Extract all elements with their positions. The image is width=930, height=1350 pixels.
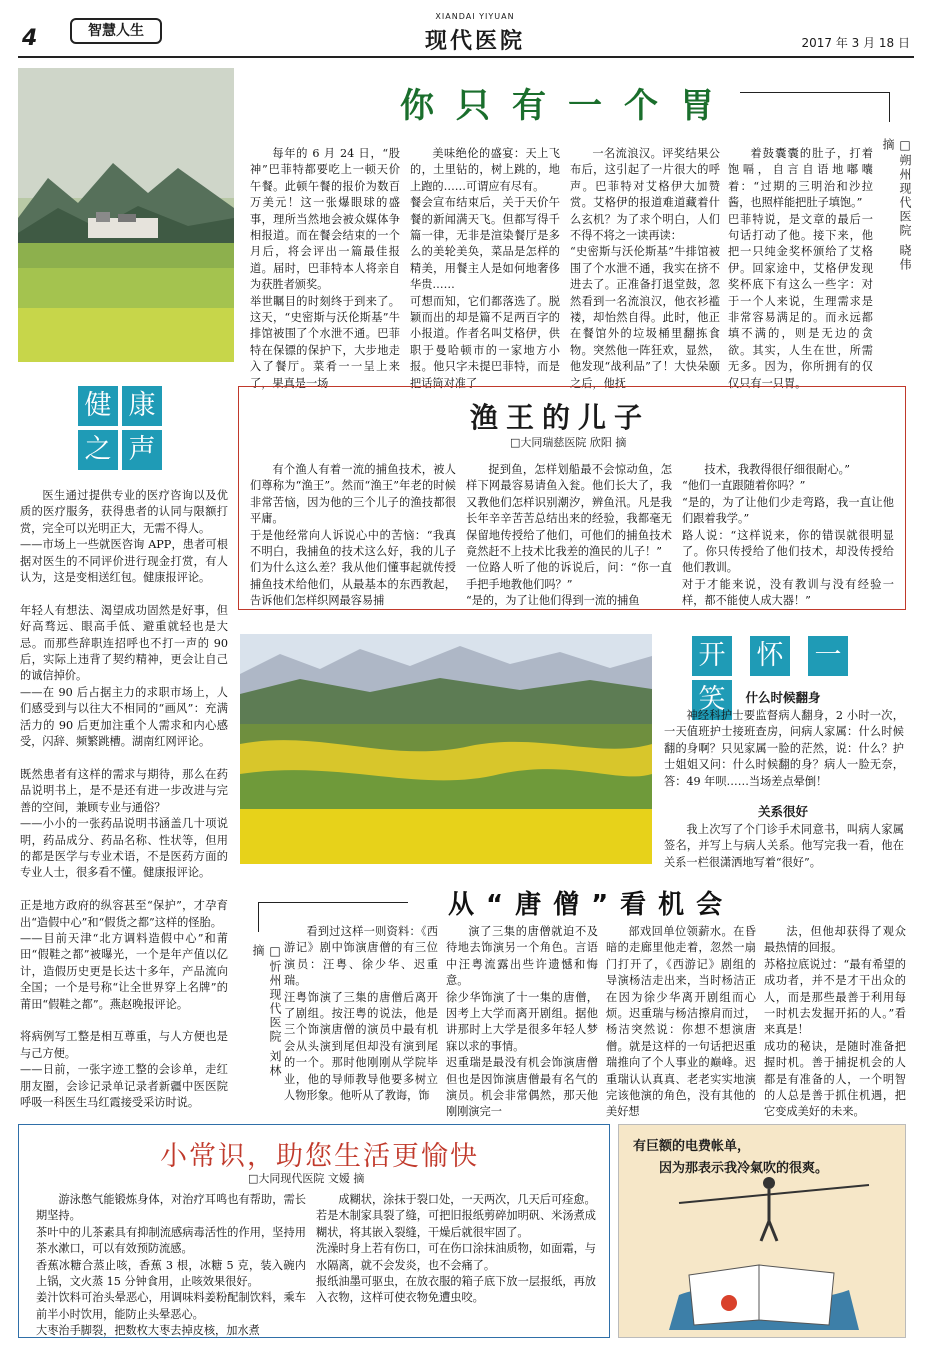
article4-title: 小常识，助您生活更愉快 — [160, 1141, 479, 1172]
jokes-char-2: 怀 — [750, 636, 790, 676]
jokes-char-1: 开 — [692, 636, 732, 676]
header-rule — [18, 56, 914, 58]
article3-title: 从“唐僧”看机会 — [448, 890, 735, 920]
article1-col-4: 着鼓囊囊的肚子，打着饱嗝，自言自语地嘟囔着：“过期的三明治和沙拉酱，也照样能把肚子填饱。” 巴菲特说，是文章的最后一句话打动了他。接下来，他把一只纯金奖杯颁给了艾格伊。回家途中，艾格伊发现奖杯底下有这么一些字：对于一个人来说，生理需求是非常容易满足的。而永远都填不满的，则是无边的贪欲。其实，人生在世，所需无多。因为，你所拥有的仅仅只有一只胃。 — [728, 147, 873, 390]
health-voice-char-4: 声 — [122, 430, 162, 470]
article1-title: 你只有一个胃 — [400, 86, 736, 126]
health-voice-char-2: 康 — [122, 386, 162, 426]
issue-date: 2017 年 3 月 18 日 — [801, 36, 910, 50]
article3-col-4: 法，但他却获得了观众最热情的回报。 苏格拉底说过：“最有希望的成功者，并不是才干出众的人，而是那些最善于利用每一时机去发掘开拓的人。”看来真是！ 成功的秘诀，是随时准备把握时机。善于捕捉机会的人都是有准备的人，一个明智的人总是善于抓住机遇，把它变成美好的未来。 — [764, 925, 906, 1119]
article1-col-2: 美味绝伦的盛宴：天上飞的，土里钻的，树上跳的，地上跑的……可谓应有尽有。 餐会宣布结束后，关于天价午餐的新闻满天飞。但都写得千篇一律，无非是渲染餐厅是多么的美轮美奂，菜品是怎样的精美，用餐主人是如何地奢侈华贵…… 可想而知，它们都落选了。脱颖而出的却是篇不足两百字的小报道。作者名叫艾格伊，供职于曼哈顿市的一家地方小报。他只字未提巴菲特，而是把话筒对准了 — [410, 147, 560, 390]
landscape-photo-middle — [240, 634, 652, 864]
article2-title: 渔王的儿子 — [470, 401, 651, 434]
article4-col-1: 游泳憋气能锻炼身体，对治疗耳鸣也有帮助，需长期坚持。 茶叶中的儿茶素具有抑制流感病毒活性的作用，坚持用茶水漱口，可以有效预防流感。 香蕉冰糖合蒸止咳，香蕉 3 根，冰糖 5 克，装入碗内上锅，文火蒸 15 分钟食用，止咳效果很好。 姜汁饮料可治头晕恶心，用调味料姜粉配制饮料，乘车前半小时饮用，能防止头晕恶心。 大枣治手脚裂，把数枚大枣去掉皮核，加水煮 — [36, 1193, 306, 1338]
masthead-title: 现代医院 — [424, 28, 525, 54]
cartoon-panel — [618, 1124, 906, 1338]
health-voice-char-1: 健 — [78, 386, 118, 426]
article4-col-2: 成糊状，涂抹于裂口处，一天两次，几天后可痊愈。 若是木制家具裂了缝，可把旧报纸剪碎加明矾、米汤煮成糊状，将其嵌入裂缝，干燥后就很牢固了。 洗澡时身上若有伤口，可在伤口涂抹油质物，如面霜，与水隔离，就不会发炎，也不会痛了。 报纸油墨可驱虫，在放衣服的箱子底下放一层报纸，再放入衣物，这样可使衣物免遭虫咬。 — [316, 1193, 596, 1305]
article2-col-1: 有个渔人有着一流的捕鱼技术，被人们尊称为“渔王”。然而“渔王”年老的时候非常苦恼，因为他的三个儿子的渔技都很平庸。 于是他经常向人诉说心中的苦恼：“我真不明白，我捕鱼的技术这么好，我的儿子们为什么这么差？我从他们懂事起就传授捕鱼技术给他们，从最基本的东西教起，告诉他们怎样织网最容易捕 — [250, 463, 456, 608]
health-voice-char-3: 之 — [78, 430, 118, 470]
landscape-photo-top — [18, 68, 234, 362]
article1-col-3: 一名流浪汉。评奖结果公布后，这引起了一片很大的呼声。巴菲特对艾格伊大加赞赏。艾格伊的报道难道藏着什么玄机？为了求个明白，人们不得不将之一读再读： “史密斯与沃伦斯基”牛排馆被围了个水泄不通，我实在挤不进去了。正准备打退堂鼓，忽然看到一名流浪汉，他衣衫褴褛，却怡然自得。此时，他正在餐馆外的垃圾桶里翻拣食物。突然他一阵狂欢，显然，他发现“战利品”了！大快朵颐之后，他抚 — [570, 147, 720, 390]
article2-col-2: 捉到鱼，怎样划船最不会惊动鱼，怎样下网最容易请鱼入瓮。他们长大了，我又教他们怎样识别潮汐，辨鱼汛。凡是我长年辛辛苦苦总结出来的经验，我都毫无保留地传授给了他们，可他们的捕鱼技术竟然赶不上技术比我差的渔民的儿子！” 一位路人听了他的诉说后，问：“你一直手把手地教他们吗？” “是的，为了让他们得到一流的捕鱼 — [466, 463, 672, 608]
cartoon-caption-1: 有巨额的电费帐单， — [633, 1139, 751, 1154]
jokes-char-3: 一 — [808, 636, 848, 676]
jokes-char-4: 笑 — [692, 680, 732, 720]
rapeseed-field-image — [240, 634, 652, 864]
cartoon-book-illustration — [619, 1125, 907, 1339]
article3-rule-left — [258, 902, 259, 932]
article3-rule-top — [258, 902, 408, 903]
health-voice-text: 医生通过提供专业的医疗咨询以及优质的医疗服务，获得患者的认同与限额打赏，完全可以光明正大，无需不得人。 ——市场上一些就医咨询 APP，患者可根据对医生的不同评价进行现金打赏，有人认为，这是变相送红包。健康报评论。 年轻人有想法、渴望成功固然是好事，但好高骛远、眼高手低、避重就轻也是大忌。而那些辞职连招呼也不打一声的 90 后，实际上违背了契约精神，更会让自己的诚信掉价。 ——在 90 后占据主力的求职市场上，人们感受到与以往大不相同的“画风”：充满活力的 90 后更加注重个人需求和内心感受，闪辞、频繁跳槽。湖南红网评论。 既然患者有这样的需求与期待，那么在药品说明书上，是不是还有进一步改进与完善的空间，兼顾专业与通俗？ ——小小的一张药品说明书涵盖几十项说明，药品成分、药品名称、性状等，但用的都是医学与专业术语，不是医药方面的专业人士，很多看不懂。健康报评论。 正是地方政府的纵容甚至“保护”，才孕育出“造假中心”和“假货之都”这样的怪胎。 ——目前天津“北方调料造假中心”和莆田“假鞋之都”被曝光，一个是年产值以亿计，造假历史更是长达十多年，产品流向全国；一个是号称“让全世界穿上名牌”的莆田“假鞋之都”。燕赵晚报评论。 将病例写工整是相互尊重，与人方便也是与己方便。 ——日前，一张字迹工整的会诊单，走红朋友圈，会诊记录单记录者新疆中医医院呼吸一科医生马红霞接受采访时说。 — [20, 489, 228, 1110]
joke2-title: 关系很好 — [757, 804, 808, 819]
health-voice-title — [76, 384, 168, 472]
joke2-text: 我上次写了个门诊手术同意书，叫病人家属签名，并写上与病人关系。他写完我一看，他在关系一栏很潇洒地写着“很好”。 — [664, 823, 904, 869]
article3-col-2: 演了三集的唐僧就迫不及待地去饰演另一个角色。言语中汪粤流露出些许遗憾和悔意。 徐少华饰演了十一集的唐僧，因考上大学而离开剧组。据他讲那时上大学是很多年轻人梦寐以求的事情。 迟重瑞是最没有机会饰演唐僧但也是因饰演唐僧最有名气的演员。机会非常偶然，那天他刚刚演完一 — [446, 925, 598, 1119]
masthead-pinyin: XIANDAI YIYUAN — [435, 12, 515, 21]
cartoon-caption-2: 因为那表示我冷氣吹的很爽。 — [659, 1161, 829, 1176]
article3-col-1: 看到过这样一则资料：《西游记》剧中饰演唐僧的有三位演员：汪粤、徐少华、迟重瑞。 汪粤饰演了三集的唐僧后离开了剧组。按汪粤的说法，他是三个饰演唐僧的演员中最有机会从头演到尾但却没有演到尾的一个。那时他刚刚从学院毕业，他的导师教导他要多树立人物形象。他听从了教诲，饰 — [284, 925, 438, 1103]
article1-col-1: 每年的 6 月 24 日，“股神”巴菲特都要吃上一顿天价午餐。此顿午餐的报价为数百万美元！这一张爆眼球的盛事，理所当然地会被众媒体争相报道。而在餐会结束的一个月后，将会评出一篇最佳报道。届时，巴菲特本人将亲自为获胜者颁奖。 举世瞩目的时刻终于到来了。这天，“史密斯与沃伦斯基”牛排馆被围了个水泄不通。巴菲特在保镖的保护下，大步地走入了餐厅。菜肴一一呈上来了，果真是一场 — [250, 147, 400, 390]
article3-col-3: 部戏回单位领薪水。在昏暗的走廊里他走着，忽然一扇门打开了，《西游记》剧组的导演杨洁走出来，当时杨洁正在因为徐少华离开剧组而心烦。迟重瑞与杨洁擦肩而过，杨洁突然说：你想不想演唐僧。就是这样的一句话把迟重瑞推向了个人事业的巅峰。迟重瑞认认真真、老老实实地演完该他演的角色，没有其他的美好想 — [606, 925, 756, 1119]
article3-byline: □忻州现代医院 刘林 摘 — [251, 944, 282, 1078]
article2-byline: □大同瑞慈医院 欣阳 摘 — [510, 436, 627, 449]
joke1-text: 神经科护士要监督病人翻身，2 小时一次，一天值班护士接班查房，问病人家属：什么时候翻的身啊？只见家属一脸的茫然，说：什么？护士姐姐又问：什么时候翻的身？病人一脸无奈，答：49 年呗……当场差点晕倒！ — [664, 709, 904, 788]
article1-title-vrule — [889, 92, 890, 122]
page-number: 4 — [22, 26, 38, 51]
article2-col-3: 技术，我教得很仔细很耐心。” “他们一直跟随着你吗？” “是的，为了让他们少走弯路，我一直让他们跟着我学。” 路人说：“这样说来，你的错误就很明显了。你只传授给了他们技术，却没传授给他们教训。 对于才能来说，没有教训与没有经验一样，都不能使人成大器！” — [682, 463, 894, 608]
article4-byline: □大同现代医院 文嫒 摘 — [248, 1172, 365, 1185]
article1-byline: □朔州现代医院 晓伟 摘 — [881, 138, 912, 272]
mountain-village-image — [18, 68, 234, 362]
joke1-title: 什么时候翻身 — [745, 690, 821, 705]
article1-title-rule — [740, 92, 890, 93]
section-label: 智慧人生 — [70, 18, 162, 44]
